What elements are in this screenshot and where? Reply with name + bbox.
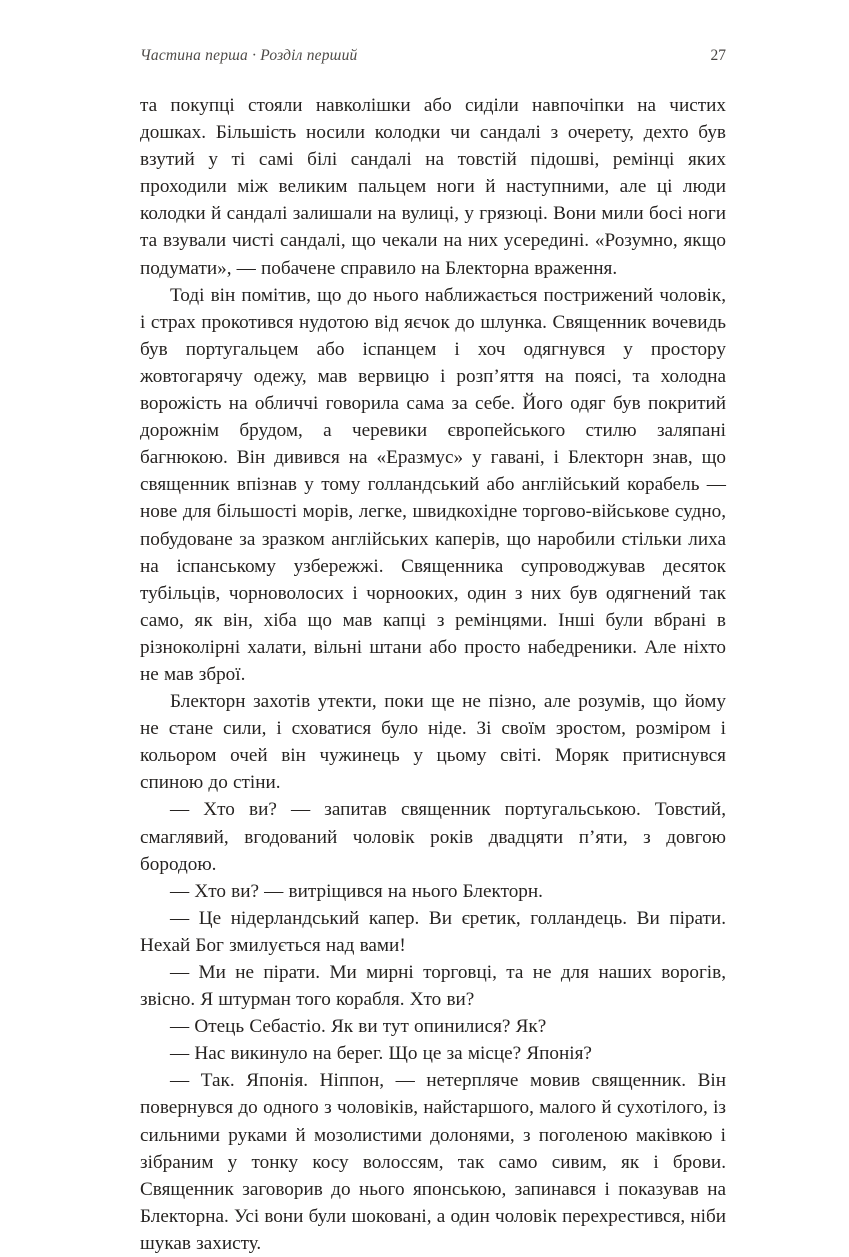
paragraph: — Хто ви? — запитав священник португальською. Товстий, смаглявий, вгодований чоловік років двадцяти п’яти, з довгою бородою.	[140, 799, 726, 875]
paragraph: — Так. Японія. Ніппон, — нетерпляче мовив священник. Він повернувся до одного з чоловіків, найстаршого, малого й сухотілого, із сильними руками й мозолистими долонями, з поголеною маківкою і зібраним у тонку косу волоссям, так само сивим, як і брови. Священник заговорив до нього японською, запинався і показував на Блекторна. Усі вони були шоковані, а один чоловік перехрестився, ніби шукав захисту.	[140, 1070, 726, 1254]
paragraph: — Це нідерландський капер. Ви єретик, голландець. Ви пірати. Нехай Бог змилується над вами!	[140, 907, 726, 956]
paragraph: та покупці стояли навколішки або сиділи навпочіпки на чистих дошках. Більшість носили колодки чи сандалі з очерету, дехто був взутий у ті самі білі сандалі на товстій підошві, ремінці яких проходили між великим пальцем ноги й наступними, але ці люди колодки й сандалі залишали на вулиці, у грязюці. Вони мили босі ноги та взували чисті сандалі, що чекали на них усередині. «Розумно, якщо подумати», — побачене справило на Блекторна враження.	[140, 95, 726, 279]
page-number: 27	[710, 47, 726, 64]
paragraph: — Ми не пірати. Ми мирні торговці, та не для наших ворогів, звісно. Я штурман того корабля. Хто ви?	[140, 962, 726, 1011]
paragraph: Блекторн захотів утекти, поки ще не пізно, але розумів, що йому не стане сили, і сховатися було ніде. Зі своїм зростом, розміром і кольором очей він чужинець у цьому світі. Моряк притиснувся спиною до стіни.	[140, 691, 726, 794]
book-page	[140, 46, 726, 1257]
paragraph: — Нас викинуло на берег. Що це за місце? Японія?	[170, 1043, 592, 1065]
running-title: Частина перша · Розділ перший	[140, 47, 358, 64]
page-header	[140, 46, 726, 66]
paragraph: — Хто ви? — витріщився на нього Блекторн.	[170, 880, 543, 902]
paragraph: — Отець Себастіо. Як ви тут опинилися? Як?	[170, 1016, 547, 1038]
page-body	[140, 92, 726, 1257]
paragraph: Тоді він помітив, що до нього наближається пострижений чоловік, і страх прокотився нудотою від яєчок до шлунка. Священник вочевидь був португальцем або іспанцем і хоч одягнувся у простору жовтогарячу одежу, мав вервицю і розп’яття на поясі, та холодна ворожість на обличчі говорила сама за себе. Його одяг був покритий дорожнім брудом, а черевики європейського стилю заляпані багнюкою. Він дивився на «Еразмус» у гавані, і Блекторн знав, що священник впізнав у тому голландський або англійський корабель — нове для більшості морів, легке, швидкохідне торгово-військове судно, побудоване за зразком англійських каперів, що наробили стільки лиха на іспанському узбережжі. Священника супроводжував десяток тубільців, чорноволосих і чорнооких, один з них був одягнений так само, як він, хіба що мав капці з ремінцями. Інші були вбрані в різноколірні халати, вільні штани або просто набедреники. Але ніхто не мав зброї.	[140, 284, 726, 685]
